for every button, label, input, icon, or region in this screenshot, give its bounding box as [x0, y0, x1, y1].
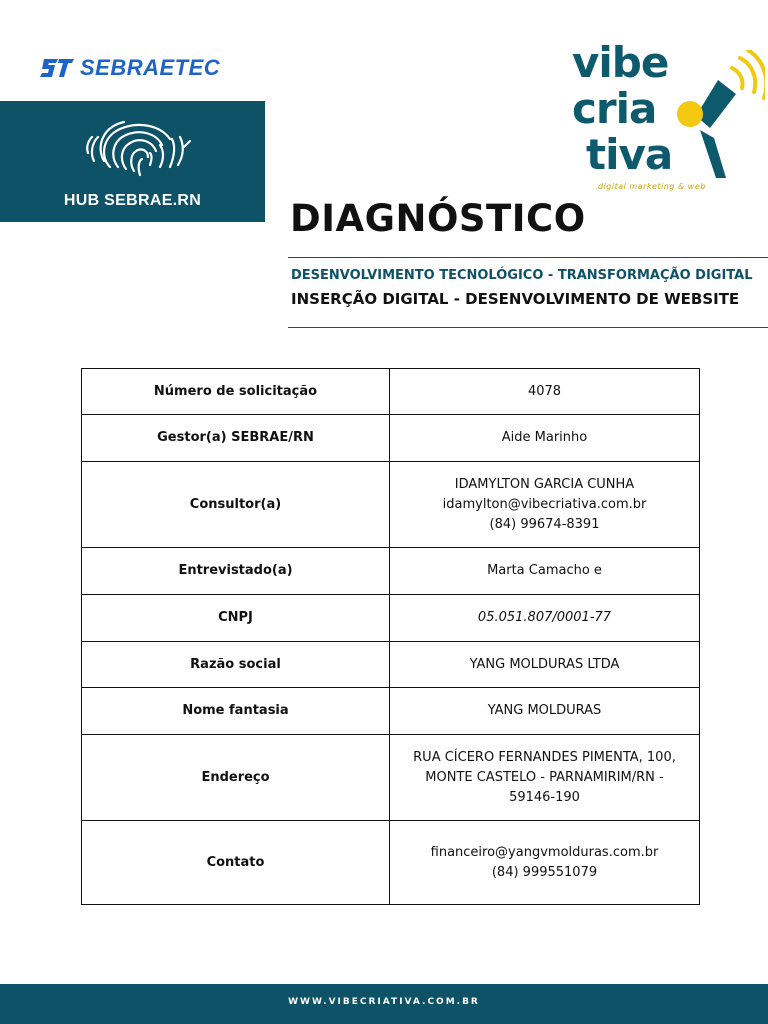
sebraetec-st-icon [40, 57, 74, 79]
table-row [82, 642, 700, 688]
table-row [82, 688, 700, 735]
value-line: Aide Marinho [501, 430, 588, 445]
footer-website-link[interactable]: WWW.VIBECRIATIVA.COM.BR [288, 997, 480, 1007]
row-value-nome-fantasia [390, 688, 700, 735]
value-line: 4078 [527, 383, 562, 399]
vibe-logo-line1: vibe [572, 38, 669, 87]
table-row [82, 369, 700, 415]
value-line: 59146-190 [509, 789, 580, 805]
row-value-consultor [390, 462, 700, 548]
row-label-cnpj: CNPJ [82, 595, 390, 642]
row-value-entrevistado [390, 548, 700, 595]
row-label-razao-social: Razão social [82, 642, 390, 688]
table-row [82, 548, 700, 595]
table-row [82, 821, 700, 905]
row-label-nome-fantasia: Nome fantasia [82, 688, 390, 735]
row-value-endereco [390, 735, 700, 821]
hub-sebrae-block [0, 101, 265, 222]
value-line: MONTE CASTELO - PARNAMIRIM/RN - [425, 769, 664, 785]
row-value-gestor [390, 415, 700, 462]
info-table [81, 368, 700, 905]
value-line: RUA CÍCERO FERNANDES PIMENTA, 100, [413, 749, 676, 765]
vibe-logo-line2: cria [572, 84, 657, 133]
value-line: YANG MOLDURAS [487, 703, 602, 718]
value-line: YANG MOLDURAS LTDA [469, 656, 620, 672]
footer-bar [0, 984, 768, 1024]
sebraetec-logo [40, 55, 220, 81]
row-label-entrevistado: Entrevistado(a) [82, 548, 390, 595]
table-row [82, 415, 700, 462]
row-label-endereco: Endereço [82, 735, 390, 821]
row-value-contato [390, 821, 700, 905]
vibe-logo-line3: tiva [586, 130, 673, 179]
table-row [82, 735, 700, 821]
sebraetec-label: SEBRAETEC [80, 55, 221, 80]
row-label-numero-solicitacao: Número de solicitação [82, 369, 390, 415]
value-line: IDAMYLTON GARCIA CUNHA [454, 476, 635, 492]
document-subtitle-service: INSERÇÃO DIGITAL - DESENVOLVIMENTO DE WEBSITE [291, 290, 740, 308]
row-value-razao-social [390, 642, 700, 688]
table-row [82, 462, 700, 548]
vibe-criativa-logo [570, 40, 765, 195]
fingerprint-map-icon [80, 117, 195, 179]
contato-email: financeiro@yangvmolduras.com.br [430, 844, 659, 860]
megaphone-icon [670, 50, 765, 180]
title-divider-top [288, 257, 768, 258]
hub-sebrae-label: HUB SEBRAE.RN [63, 192, 202, 209]
contato-phone: (84) 999551079 [491, 864, 598, 880]
value-line: Marta Camacho e [487, 563, 602, 578]
consultor-email: idamylton@vibecriativa.com.br [442, 496, 647, 512]
row-label-contato: Contato [82, 821, 390, 905]
value-line: 05.051.807/0001-77 [477, 610, 612, 625]
document-subtitle-category: DESENVOLVIMENTO TECNOLÓGICO - TRANSFORMAÇÃO DIGITAL [291, 268, 753, 283]
row-label-gestor: Gestor(a) SEBRAE/RN [82, 415, 390, 462]
consultor-phone: (84) 99674-8391 [489, 516, 600, 532]
table-row [82, 595, 700, 642]
title-divider-bottom [288, 327, 768, 328]
row-value-numero-solicitacao [390, 369, 700, 415]
document-title: DIAGNÓSTICO [290, 197, 586, 240]
vibe-logo-tagline: digital marketing & web [598, 182, 706, 191]
row-label-consultor: Consultor(a) [82, 462, 390, 548]
row-value-cnpj [390, 595, 700, 642]
